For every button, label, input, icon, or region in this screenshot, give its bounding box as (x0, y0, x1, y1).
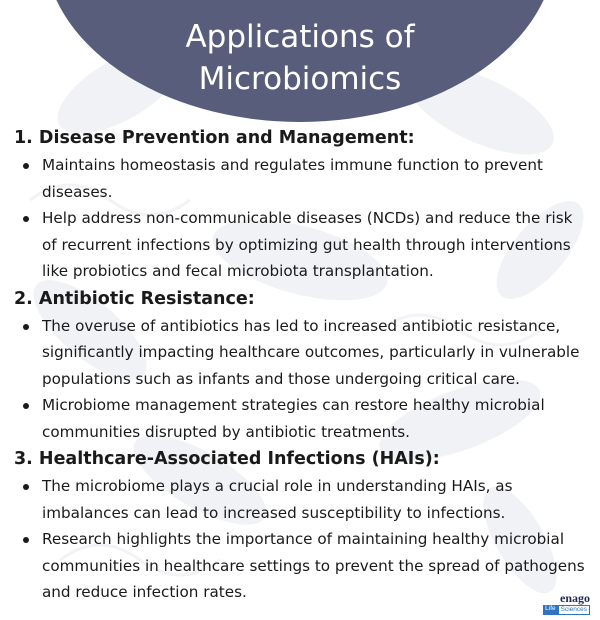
list-item (14, 526, 590, 606)
section-disease-prevention (14, 125, 590, 285)
bullet-text: Research highlights the importance of maintaining healthy microbial communities in healthcare settings to prevent the spread of pathogens and reduce infection rates. (42, 530, 585, 601)
bullet-icon (23, 216, 29, 222)
list-item (14, 473, 590, 526)
bullet-icon (23, 484, 29, 490)
bullet-text: Maintains homeostasis and regulates immune function to prevent diseases. (42, 156, 543, 201)
section-healthcare-infections (14, 446, 590, 606)
bullet-icon (23, 537, 29, 543)
bullet-icon (23, 403, 29, 409)
bullet-text: Help address non-communicable diseases (NCDs) and reduce the risk of recurrent infections by optimizing gut health through interventions like probiotics and fecal microbiota transplantation. (42, 209, 573, 280)
content-body (14, 124, 590, 606)
list-item (14, 313, 590, 393)
title-line-2: Microbiomics (198, 61, 402, 97)
bullet-text: The overuse of antibiotics has led to increased antibiotic resistance, significantly impacting healthcare outcomes, particularly in vulnerable populations such as infants and those undergoing critical care. (42, 316, 580, 388)
list-item (14, 205, 590, 285)
section-heading: 2. Antibiotic Resistance: (14, 288, 255, 309)
bullet-icon (23, 324, 29, 330)
section-antibiotic-resistance (14, 286, 590, 446)
bullet-list (14, 152, 590, 285)
logo-tagline (530, 605, 590, 615)
title-line-1: Applications of (185, 19, 415, 55)
bullet-text: Microbiome management strategies can restore healthy microbial communities disrupted by antibiotic treatments. (42, 396, 545, 441)
bullet-list (14, 313, 590, 446)
bullet-list (14, 473, 590, 606)
bullet-text: The microbiome plays a crucial role in understanding HAIs, as imbalances can lead to increased susceptibility to infections. (42, 477, 513, 522)
enago-logo (530, 592, 590, 616)
section-heading: 1. Disease Prevention and Management: (14, 128, 415, 148)
page-title (0, 16, 600, 100)
list-item (14, 152, 590, 205)
logo-tag-sciences: Sciences (558, 605, 590, 615)
list-item (14, 392, 590, 445)
bullet-icon (23, 163, 29, 169)
section-heading: 3. Healthcare-Associated Infections (HAIs): (14, 449, 440, 469)
logo-tag-life: Life (543, 605, 557, 615)
logo-wordmark: enago (560, 591, 590, 605)
